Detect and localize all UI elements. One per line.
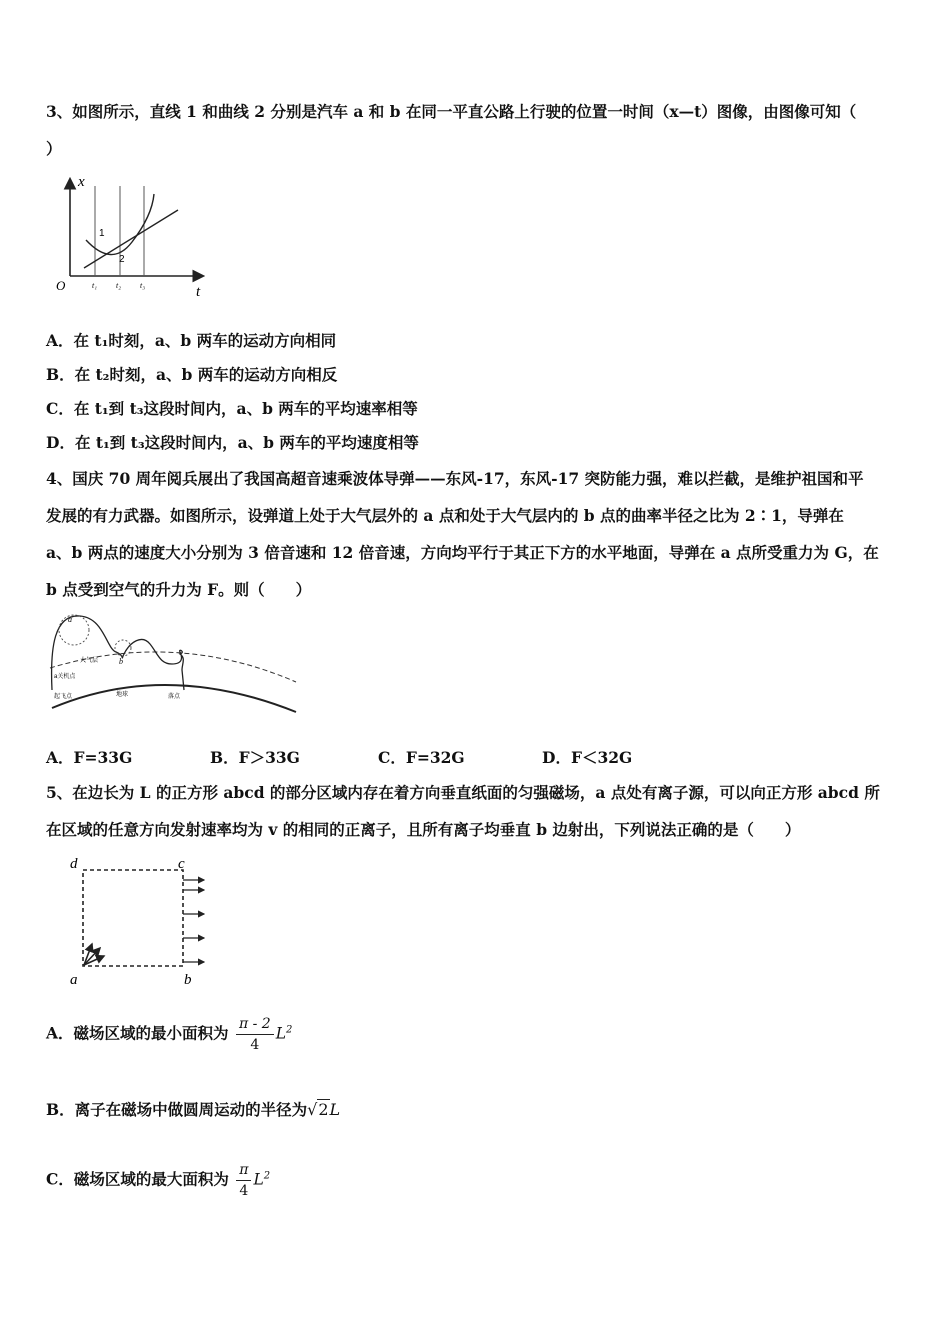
q5-option-c-denominator: 4 bbox=[239, 1183, 249, 1199]
corner-c-label: c bbox=[178, 856, 185, 872]
q5-option-a bbox=[46, 1014, 292, 1055]
t-label: t bbox=[196, 284, 201, 300]
corner-a-label: a bbox=[70, 972, 78, 988]
q4-stem-line2: 发展的有力武器。如图所示，设弹道上处于大气层外的 a 点和处于大气层内的 b 点的曲率半径之比为 2∶1，导弹在 bbox=[46, 506, 844, 525]
launch-point-label: 起飞点 bbox=[54, 694, 73, 700]
line-1 bbox=[84, 210, 178, 268]
q3-stem-line1: 3、如图所示，直线 1 和曲线 2 分别是汽车 a 和 b 在同一平直公路上行驶的位置一时间（x—t）图像，由图像可知（ bbox=[46, 102, 857, 121]
q5-option-b-sqrt-sign: √2 bbox=[307, 1100, 329, 1119]
q5-option-c-text: C．磁场区域的最大面积为 bbox=[46, 1169, 229, 1189]
shutdown-point-label: a关机点 bbox=[54, 674, 76, 680]
q3-option-a: A．在 t₁时刻，a、b 两车的运动方向相同 bbox=[46, 331, 337, 350]
q5-option-a-text: A．磁场区域的最小面积为 bbox=[46, 1023, 229, 1043]
q3-option-d: D．在 t₁到 t₃这段时间内，a、b 两车的平均速度相等 bbox=[46, 433, 419, 452]
square-abcd bbox=[83, 870, 183, 966]
q3-stem-line2: ） bbox=[46, 139, 62, 158]
point-a-label: a bbox=[68, 615, 72, 624]
q5-option-a-exponent: 2 bbox=[285, 1024, 293, 1036]
q5-option-b-variable: L bbox=[329, 1100, 341, 1119]
q5-stem-line1: 5、在边长为 L 的正方形 abcd 的部分区域内存在着方向垂直纸面的匀强磁场，a 点处有离子源，可以向正方形 abcd 所 bbox=[46, 783, 880, 802]
q5-option-c-numerator: π bbox=[236, 1160, 251, 1181]
q4-stem-line1: 4、国庆 70 周年阅兵展出了我国高超音速乘波体导弹——东风-17，东风-17 突防能力强，难以拦截，是维护祖国和平 bbox=[46, 469, 864, 488]
q3-xt-graph bbox=[50, 172, 210, 300]
q5-option-b-radicand: 2 bbox=[318, 1100, 329, 1119]
q3-option-b: B．在 t₂时刻，a、b 两车的运动方向相反 bbox=[46, 365, 338, 384]
q5-option-a-fraction bbox=[236, 1014, 274, 1055]
q4-option-c: C．F=32G bbox=[378, 748, 465, 767]
point-b-label: b bbox=[119, 657, 123, 666]
q5-option-c-variable: L bbox=[253, 1170, 264, 1189]
q5-option-c bbox=[46, 1160, 270, 1201]
q5-option-a-variable: L bbox=[275, 1024, 286, 1043]
curve-2-label: 2 bbox=[119, 254, 125, 265]
q4-stem-line4: b 点受到空气的升力为 F。则（ ） bbox=[46, 580, 312, 599]
q5-option-a-numerator: π - 2 bbox=[236, 1014, 274, 1035]
t3-tick: t₃ bbox=[140, 281, 146, 290]
t2-tick: t₂ bbox=[116, 281, 122, 290]
corner-b-label: b bbox=[184, 972, 192, 988]
corner-d-label: d bbox=[70, 856, 78, 872]
origin-label: O bbox=[56, 278, 66, 293]
impact-point-label: 落点 bbox=[168, 694, 181, 700]
q4-trajectory-figure bbox=[46, 608, 302, 716]
q4-option-a: A．F=33G bbox=[46, 748, 133, 767]
line-1-label: 1 bbox=[99, 228, 105, 239]
q4-option-d: D．F＜32G bbox=[542, 748, 633, 767]
q3-option-c: C．在 t₁到 t₃这段时间内，a、b 两车的平均速率相等 bbox=[46, 399, 418, 418]
q5-option-b bbox=[46, 1100, 340, 1120]
q5-option-c-exponent: 2 bbox=[263, 1170, 271, 1182]
q4-stem-line3: a、b 两点的速度大小分别为 3 倍音速和 12 倍音速，方向均平行于其正下方的水平地面，导弹在 a 点所受重力为 G，在 bbox=[46, 543, 879, 562]
atmosphere-label: 大气层 bbox=[80, 658, 99, 664]
earth-label: 地球 bbox=[116, 692, 129, 698]
q5-option-a-denominator: 4 bbox=[250, 1037, 260, 1053]
q5-square-figure bbox=[64, 850, 214, 990]
q4-option-b: B．F＞33G bbox=[210, 748, 300, 767]
q5-stem-line2: 在区域的任意方向发射速率均为 v 的相同的正离子，且所有离子均垂直 b 边射出，下列说法正确的是（ ） bbox=[46, 820, 801, 839]
x-label: x bbox=[78, 174, 85, 190]
q5-option-c-fraction bbox=[236, 1160, 251, 1201]
atmosphere-boundary bbox=[50, 652, 296, 682]
q5-option-b-text: B．离子在磁场中做圆周运动的半径为 bbox=[46, 1100, 308, 1119]
t1-tick: t₁ bbox=[92, 281, 98, 290]
curvature-circle-a bbox=[59, 615, 89, 645]
